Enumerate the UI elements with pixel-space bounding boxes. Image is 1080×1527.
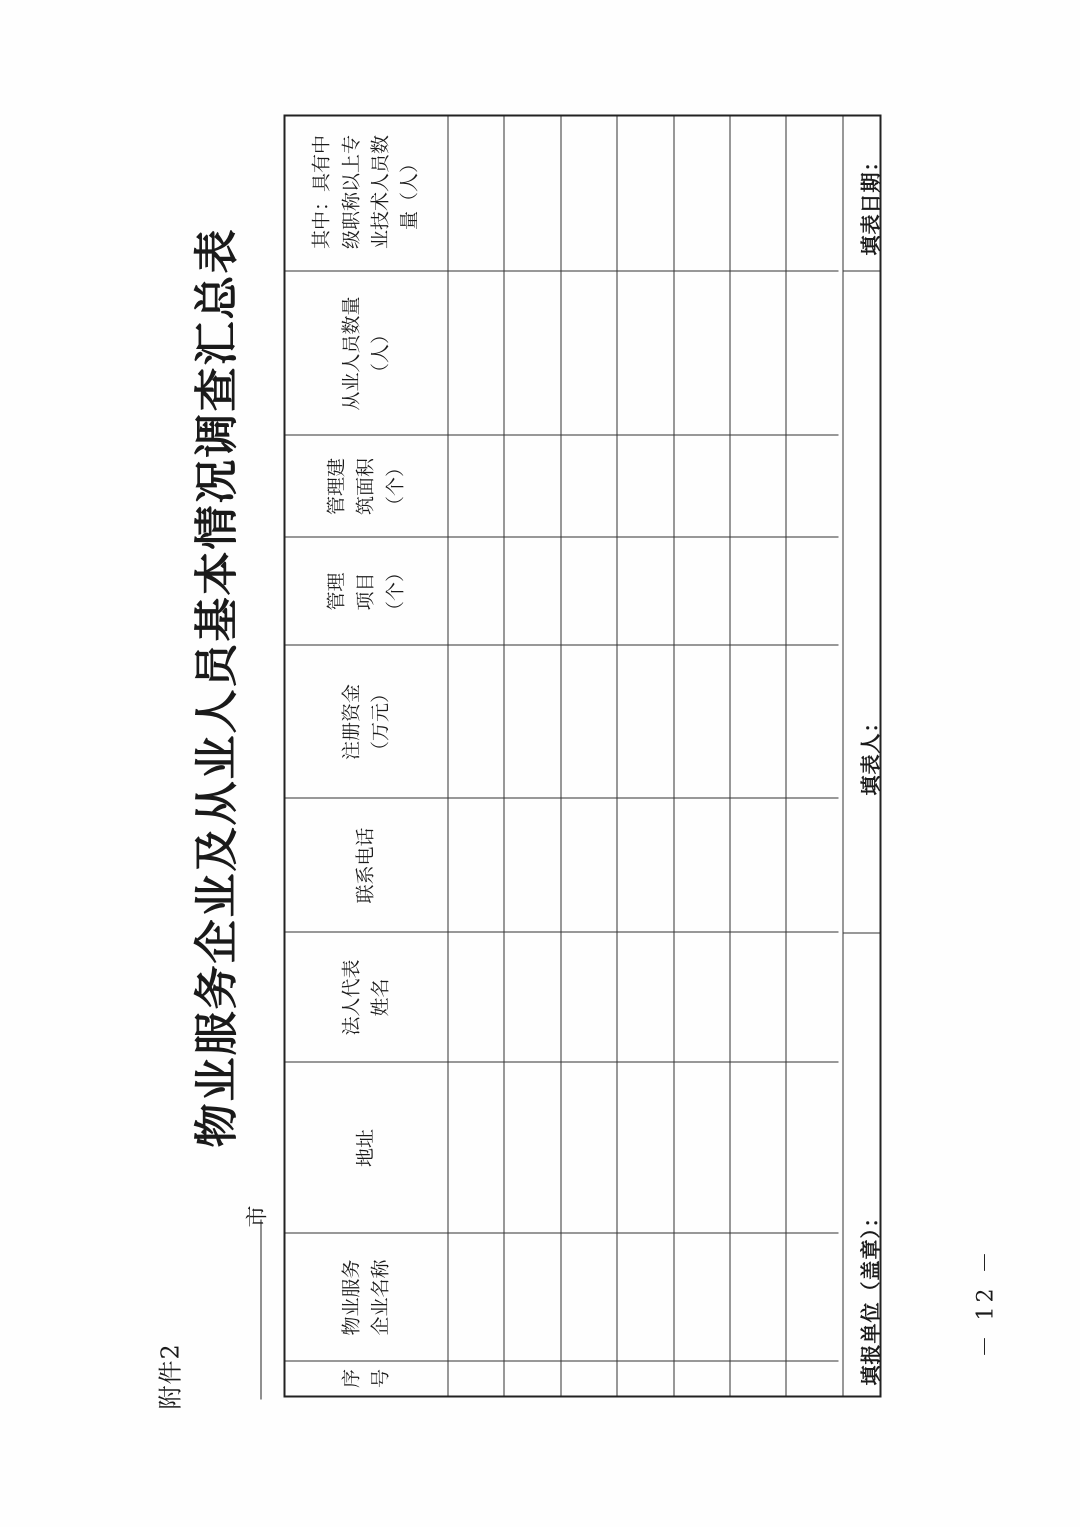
column-divider xyxy=(285,270,838,271)
header-line: 筑面积 xyxy=(354,457,377,515)
header-line: 管理建 xyxy=(324,457,347,515)
header-cell-4 xyxy=(285,932,447,1062)
footer-date: 填表日期： xyxy=(857,150,882,255)
header-line: 物业服务 xyxy=(339,1259,362,1336)
row-divider xyxy=(503,116,504,1395)
header-line: 业技术人员数 xyxy=(369,134,391,249)
header-line: 企业名称 xyxy=(369,1259,391,1336)
header-line: 级职称以上专 xyxy=(339,134,362,249)
footer-filler: 填表人： xyxy=(857,711,882,795)
header-line: 序 xyxy=(339,1368,362,1388)
header-line: （万元） xyxy=(369,683,391,760)
column-divider xyxy=(285,434,838,435)
column-divider xyxy=(285,931,838,932)
column-divider xyxy=(285,1232,838,1233)
column-divider xyxy=(285,1360,838,1361)
header-line: （个） xyxy=(383,457,406,515)
header-line: 其中：具有中 xyxy=(310,134,333,249)
footer-divider-left xyxy=(842,932,879,933)
header-line: （个） xyxy=(383,562,406,620)
header-line: 管理 xyxy=(324,572,347,611)
page-number: － 12 － xyxy=(973,1247,998,1357)
header-cell-9 xyxy=(285,271,447,435)
city-blank-line xyxy=(246,1219,261,1399)
header-cell-7 xyxy=(285,537,447,645)
row-divider xyxy=(729,116,730,1395)
header-line: 从业人员数量 xyxy=(339,296,362,411)
header-cell-2 xyxy=(285,1233,447,1361)
footer-unit: 填报单位（盖章）： xyxy=(857,1206,882,1385)
header-cell-1 xyxy=(285,1361,447,1395)
header-line: （人） xyxy=(369,324,391,382)
row-divider xyxy=(842,116,843,1395)
column-divider xyxy=(285,797,838,798)
header-line: 量（人） xyxy=(398,153,421,230)
row-divider xyxy=(560,116,561,1395)
header-line: 法人代表 xyxy=(339,959,362,1036)
survey-table xyxy=(283,114,881,1397)
footer-divider-right xyxy=(842,270,879,271)
header-divider xyxy=(447,116,448,1395)
header-line: 项目 xyxy=(354,572,377,611)
header-line: 姓名 xyxy=(369,978,391,1017)
header-line: 地址 xyxy=(354,1128,377,1167)
column-divider xyxy=(285,1061,838,1062)
column-divider xyxy=(285,644,838,645)
header-cell-5 xyxy=(285,798,447,932)
header-cell-10 xyxy=(285,112,447,271)
city-suffix: 市 xyxy=(245,1204,270,1227)
row-divider xyxy=(673,116,674,1395)
attachment-label: 附件2 xyxy=(156,1342,184,1409)
header-line: 联系电话 xyxy=(354,827,377,904)
header-cell-3 xyxy=(285,1062,447,1233)
row-divider xyxy=(785,116,786,1395)
header-cell-6 xyxy=(285,645,447,798)
header-cell-8 xyxy=(285,435,447,537)
row-divider xyxy=(616,116,617,1395)
header-line: 注册资金 xyxy=(339,683,362,760)
column-divider xyxy=(285,536,838,537)
header-line: 号 xyxy=(369,1368,391,1388)
page-title: 物业服务企业及从业人员基本情况调查汇总表 xyxy=(191,227,242,1147)
